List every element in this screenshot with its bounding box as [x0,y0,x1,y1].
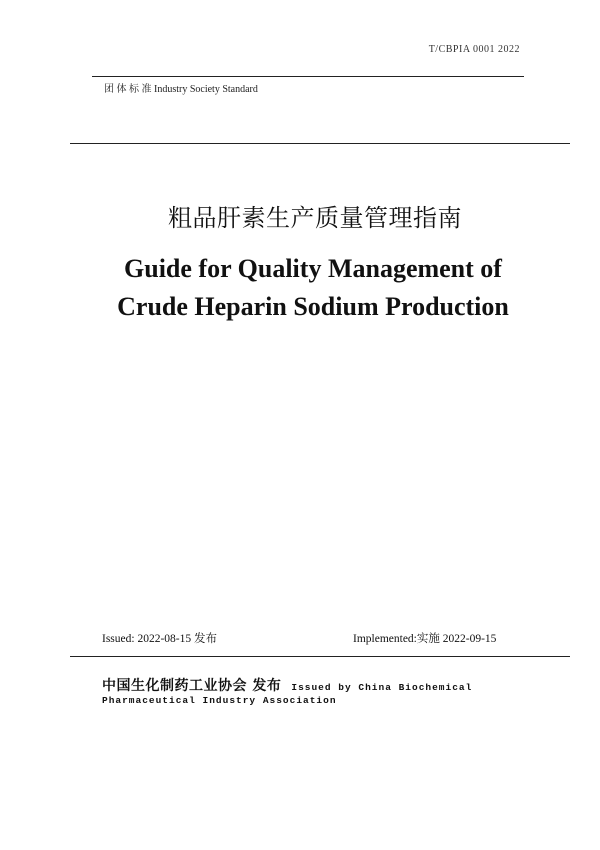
title-english-line-2: Crude Heparin Sodium Production [117,292,509,321]
publisher-line-1 [102,675,472,695]
publisher-english-2: Pharmaceutical Industry Association [102,695,337,706]
publisher-english-1: Issued by China Biochemical [291,682,473,693]
publisher-chinese: 中国生化制药工业协会 发布 [102,678,282,694]
title-english-line-1: Guide for Quality Management of [124,254,502,283]
standard-type-label: 团 体 标 准 Industry Society Standard [104,84,258,95]
header-divider [70,143,570,144]
issued-date: Issued: 2022-08-15 发布 [102,633,217,645]
implemented-date: Implemented:实施 2022-09-15 [353,633,497,645]
title-english [0,250,600,326]
header-rule [92,76,524,77]
footer-divider [70,656,570,657]
title-chinese: 粗品肝素生产质量管理指南 [168,204,462,232]
document-number: T/CBPIA 0001 2022 [428,44,520,55]
